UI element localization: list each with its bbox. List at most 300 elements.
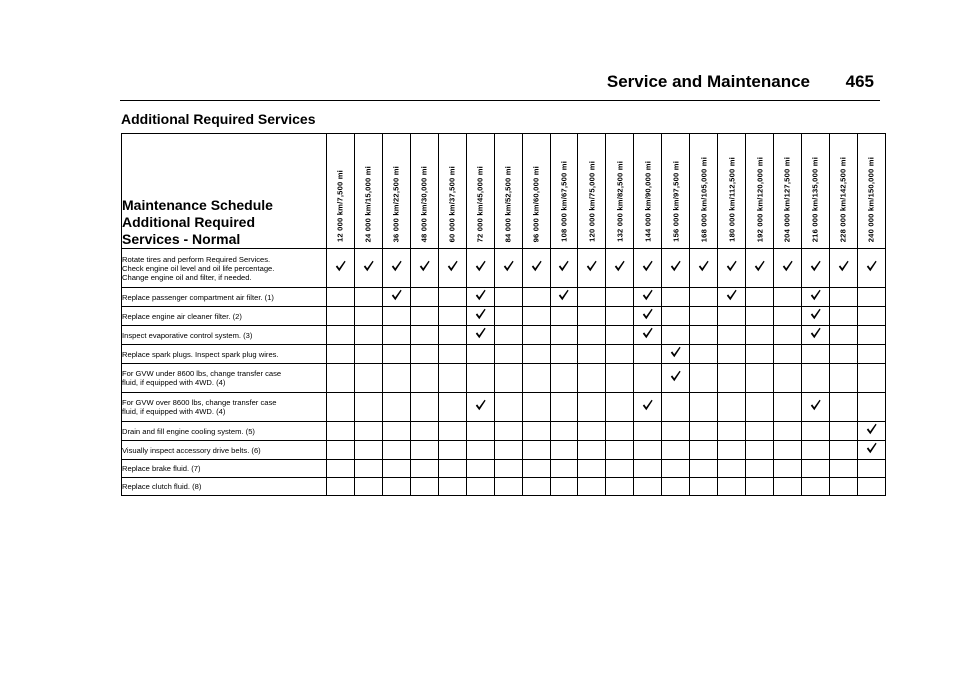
interval-label: 120 000 km/75,000 mi [587, 161, 597, 242]
schedule-cell [662, 460, 690, 478]
check-icon [838, 259, 849, 271]
schedule-cell [382, 393, 410, 422]
schedule-cell [438, 326, 466, 345]
interval-column-header [801, 134, 829, 249]
schedule-cell [382, 460, 410, 478]
schedule-cell [690, 326, 718, 345]
schedule-cell [690, 393, 718, 422]
schedule-cell [410, 288, 438, 307]
table-row [122, 249, 886, 288]
schedule-cell [746, 249, 774, 288]
schedule-cell [522, 393, 550, 422]
check-icon [642, 398, 653, 410]
schedule-cell [354, 307, 382, 326]
schedule-cell [746, 393, 774, 422]
schedule-cell [774, 288, 802, 307]
schedule-cell [857, 249, 885, 288]
schedule-cell [857, 307, 885, 326]
schedule-cell [690, 345, 718, 364]
check-icon [642, 307, 653, 319]
schedule-cell [606, 364, 634, 393]
corner-title-line: Services - Normal [122, 231, 241, 247]
check-icon [419, 259, 430, 271]
schedule-cell [606, 249, 634, 288]
schedule-cell [718, 422, 746, 441]
schedule-cell [466, 422, 494, 441]
check-icon [670, 259, 681, 271]
schedule-cell [634, 422, 662, 441]
schedule-cell [438, 460, 466, 478]
schedule-cell [410, 393, 438, 422]
service-description-line: Replace passenger compartment air filter. (1) [122, 292, 274, 302]
interval-label: 84 000 km/52,500 mi [503, 165, 513, 242]
service-description-line: Replace clutch fluid. (8) [122, 482, 202, 491]
schedule-cell [718, 326, 746, 345]
interval-column-header [829, 134, 857, 249]
schedule-cell [774, 307, 802, 326]
table-row [122, 364, 886, 393]
schedule-cell [382, 326, 410, 345]
schedule-cell [550, 288, 578, 307]
schedule-cell [718, 460, 746, 478]
schedule-cell [634, 441, 662, 460]
schedule-cell [354, 478, 382, 496]
interval-label: 108 000 km/67,500 mi [559, 161, 569, 242]
table-row [122, 393, 886, 422]
interval-column-header [522, 134, 550, 249]
interval-column-header [354, 134, 382, 249]
schedule-cell [829, 345, 857, 364]
check-icon [810, 398, 821, 410]
schedule-cell [382, 364, 410, 393]
schedule-cell [522, 441, 550, 460]
schedule-cell [466, 441, 494, 460]
schedule-cell [327, 478, 355, 496]
schedule-cell [494, 422, 522, 441]
schedule-cell [522, 345, 550, 364]
schedule-cell [746, 288, 774, 307]
interval-column-header [662, 134, 690, 249]
check-icon [391, 288, 402, 300]
interval-label: 216 000 km/135,000 mi [810, 156, 820, 242]
schedule-cell [494, 393, 522, 422]
schedule-cell [718, 441, 746, 460]
service-description [122, 326, 327, 345]
schedule-cell [578, 364, 606, 393]
schedule-cell [466, 393, 494, 422]
schedule-cell [354, 326, 382, 345]
schedule-cell [718, 288, 746, 307]
schedule-cell [578, 478, 606, 496]
interval-column-header [634, 134, 662, 249]
service-description-line: For GVW over 8600 lbs, change transfer case [122, 398, 277, 407]
schedule-cell [438, 307, 466, 326]
schedule-cell [466, 478, 494, 496]
corner-title-line: Maintenance Schedule [122, 197, 273, 213]
schedule-cell [466, 460, 494, 478]
schedule-cell [801, 288, 829, 307]
schedule-cell [662, 422, 690, 441]
schedule-cell [662, 326, 690, 345]
table-header-row [122, 134, 886, 249]
schedule-cell [774, 345, 802, 364]
schedule-cell [801, 422, 829, 441]
schedule-cell [466, 307, 494, 326]
schedule-cell [494, 441, 522, 460]
service-description-line: Check engine oil level and oil life percentage. [122, 263, 275, 273]
check-icon [754, 259, 765, 271]
schedule-cell [606, 288, 634, 307]
check-icon [810, 307, 821, 319]
check-icon [670, 369, 681, 381]
interval-label: 168 000 km/105,000 mi [699, 156, 709, 242]
service-description [122, 345, 327, 364]
schedule-cell [578, 288, 606, 307]
check-icon [866, 259, 877, 271]
schedule-cell [606, 326, 634, 345]
table-row [122, 422, 886, 441]
schedule-cell [578, 460, 606, 478]
check-icon [475, 307, 486, 319]
interval-column-header [606, 134, 634, 249]
schedule-cell [634, 393, 662, 422]
schedule-cell [829, 249, 857, 288]
schedule-cell [550, 478, 578, 496]
interval-column-header [690, 134, 718, 249]
schedule-cell [606, 393, 634, 422]
interval-column-header [857, 134, 885, 249]
schedule-cell [829, 326, 857, 345]
interval-column-header [578, 134, 606, 249]
service-description [122, 364, 327, 393]
schedule-cell [634, 478, 662, 496]
interval-label: 144 000 km/90,000 mi [643, 161, 653, 242]
schedule-cell [774, 249, 802, 288]
schedule-cell [606, 460, 634, 478]
schedule-cell [354, 288, 382, 307]
service-description-line: Change engine oil and filter, if needed. [122, 272, 252, 282]
schedule-cell [382, 422, 410, 441]
schedule-cell [466, 345, 494, 364]
interval-column-header [550, 134, 578, 249]
header-title: Service and Maintenance [606, 72, 810, 91]
schedule-cell [494, 364, 522, 393]
schedule-cell [690, 478, 718, 496]
service-description-line: Inspect evaporative control system. (3) [122, 330, 253, 340]
schedule-cell [578, 249, 606, 288]
interval-label: 240 000 km/150,000 mi [866, 156, 876, 242]
schedule-cell [829, 393, 857, 422]
schedule-cell [634, 345, 662, 364]
schedule-cell [550, 364, 578, 393]
schedule-cell [801, 460, 829, 478]
schedule-cell [410, 478, 438, 496]
service-description-line: For GVW under 8600 lbs, change transfer case [122, 369, 282, 378]
table-row [122, 460, 886, 478]
service-description-line: Replace spark plugs. Inspect spark plug wires. [122, 349, 279, 359]
schedule-cell [466, 364, 494, 393]
schedule-cell [354, 345, 382, 364]
table-row [122, 307, 886, 326]
schedule-cell [327, 307, 355, 326]
schedule-cell [690, 460, 718, 478]
schedule-cell [410, 364, 438, 393]
schedule-cell [746, 441, 774, 460]
schedule-cell [634, 326, 662, 345]
interval-column-header [410, 134, 438, 249]
schedule-cell [410, 460, 438, 478]
schedule-cell [829, 364, 857, 393]
schedule-cell [438, 393, 466, 422]
schedule-cell [522, 307, 550, 326]
schedule-cell [327, 249, 355, 288]
schedule-cell [522, 364, 550, 393]
check-icon [475, 288, 486, 300]
interval-label: 204 000 km/127,500 mi [782, 156, 792, 242]
schedule-cell [578, 441, 606, 460]
schedule-cell [327, 441, 355, 460]
check-icon [586, 259, 597, 271]
schedule-cell [494, 478, 522, 496]
schedule-cell [634, 307, 662, 326]
schedule-cell [690, 422, 718, 441]
table-row [122, 288, 886, 307]
schedule-cell [634, 460, 662, 478]
schedule-cell [327, 460, 355, 478]
schedule-cell [774, 364, 802, 393]
schedule-cell [327, 364, 355, 393]
service-description-line: fluid, if equipped with 4WD. (4) [122, 378, 226, 387]
service-description-line: Drain and fill engine cooling system. (5) [122, 426, 255, 436]
service-description [122, 422, 327, 441]
schedule-cell [746, 307, 774, 326]
schedule-cell [466, 288, 494, 307]
schedule-cell [466, 326, 494, 345]
schedule-cell [662, 364, 690, 393]
service-description-line: Replace engine air cleaner filter. (2) [122, 311, 242, 321]
schedule-cell [634, 249, 662, 288]
check-icon [363, 259, 374, 271]
check-icon [642, 259, 653, 271]
schedule-cell [774, 326, 802, 345]
schedule-cell [801, 307, 829, 326]
check-icon [782, 259, 793, 271]
schedule-cell [522, 478, 550, 496]
schedule-cell [801, 326, 829, 345]
schedule-cell [354, 460, 382, 478]
schedule-cell [494, 307, 522, 326]
check-icon [810, 259, 821, 271]
schedule-cell [522, 288, 550, 307]
schedule-cell [634, 288, 662, 307]
schedule-cell [578, 307, 606, 326]
schedule-cell [857, 478, 885, 496]
schedule-cell [550, 249, 578, 288]
schedule-cell [382, 307, 410, 326]
schedule-cell [438, 364, 466, 393]
schedule-cell [857, 460, 885, 478]
schedule-cell [494, 345, 522, 364]
schedule-cell [746, 460, 774, 478]
schedule-cell [857, 441, 885, 460]
schedule-cell [466, 249, 494, 288]
interval-label: 96 000 km/60,000 mi [531, 165, 541, 242]
check-icon [642, 288, 653, 300]
schedule-cell [327, 288, 355, 307]
schedule-cell [829, 422, 857, 441]
schedule-cell [801, 364, 829, 393]
schedule-cell [662, 478, 690, 496]
schedule-cell [327, 345, 355, 364]
schedule-cell [718, 364, 746, 393]
table-row [122, 326, 886, 345]
table-row [122, 441, 886, 460]
schedule-cell [746, 478, 774, 496]
schedule-cell [494, 460, 522, 478]
schedule-cell [662, 307, 690, 326]
maintenance-schedule-table [121, 133, 886, 496]
interval-label: 12 000 km/7,500 mi [335, 170, 345, 242]
schedule-cell [634, 364, 662, 393]
schedule-cell [662, 288, 690, 307]
schedule-cell [438, 288, 466, 307]
check-icon [614, 259, 625, 271]
schedule-cell [327, 422, 355, 441]
schedule-cell [354, 364, 382, 393]
schedule-cell [354, 393, 382, 422]
check-icon [642, 326, 653, 338]
schedule-cell [829, 460, 857, 478]
schedule-cell [718, 307, 746, 326]
service-description-line: Visually inspect accessory drive belts. (6) [122, 445, 261, 455]
schedule-cell [857, 345, 885, 364]
interval-label: 36 000 km/22,500 mi [391, 165, 401, 242]
interval-label: 228 000 km/142,500 mi [838, 156, 848, 242]
table-row [122, 345, 886, 364]
schedule-cell [662, 249, 690, 288]
schedule-cell [718, 478, 746, 496]
interval-label: 48 000 km/30,000 mi [419, 165, 429, 242]
schedule-cell [801, 345, 829, 364]
schedule-cell [382, 478, 410, 496]
schedule-cell [550, 441, 578, 460]
interval-label: 24 000 km/15,000 mi [363, 165, 373, 242]
check-icon [475, 259, 486, 271]
schedule-cell [857, 326, 885, 345]
schedule-cell [718, 345, 746, 364]
schedule-cell [438, 441, 466, 460]
service-description [122, 249, 327, 288]
page-header [120, 70, 880, 101]
interval-column-header [438, 134, 466, 249]
schedule-cell [354, 441, 382, 460]
schedule-cell [774, 422, 802, 441]
service-description-line: fluid, if equipped with 4WD. (4) [122, 407, 226, 416]
schedule-cell [829, 441, 857, 460]
schedule-cell [606, 478, 634, 496]
interval-label: 156 000 km/97,500 mi [671, 161, 681, 242]
schedule-cell [801, 393, 829, 422]
interval-label: 60 000 km/37,500 mi [447, 165, 457, 242]
check-icon [558, 259, 569, 271]
schedule-cell [857, 364, 885, 393]
schedule-cell [690, 364, 718, 393]
schedule-cell [857, 288, 885, 307]
service-description-line: Rotate tires and perform Required Services. [122, 254, 271, 264]
interval-column-header [327, 134, 355, 249]
schedule-cell [662, 441, 690, 460]
schedule-cell [774, 393, 802, 422]
check-icon [531, 259, 542, 271]
schedule-cell [410, 441, 438, 460]
schedule-cell [550, 460, 578, 478]
interval-label: 180 000 km/112,500 mi [727, 157, 737, 242]
corner-title-line: Additional Required [122, 214, 255, 230]
schedule-cell [662, 345, 690, 364]
schedule-cell [746, 422, 774, 441]
check-icon [475, 398, 486, 410]
schedule-cell [690, 288, 718, 307]
schedule-cell [690, 441, 718, 460]
schedule-cell [718, 249, 746, 288]
schedule-cell [690, 307, 718, 326]
schedule-cell [410, 326, 438, 345]
schedule-cell [550, 393, 578, 422]
schedule-cell [578, 393, 606, 422]
schedule-cell [494, 326, 522, 345]
check-icon [726, 288, 737, 300]
service-description-line: Replace brake fluid. (7) [122, 464, 201, 473]
check-icon [810, 288, 821, 300]
schedule-cell [382, 288, 410, 307]
schedule-cell [606, 345, 634, 364]
schedule-cell [829, 288, 857, 307]
schedule-cell [857, 393, 885, 422]
schedule-cell [522, 460, 550, 478]
check-icon [670, 345, 681, 357]
check-icon [558, 288, 569, 300]
schedule-cell [382, 345, 410, 364]
interval-column-header [746, 134, 774, 249]
interval-label: 132 000 km/82,500 mi [615, 161, 625, 242]
schedule-cell [354, 422, 382, 441]
schedule-cell [438, 345, 466, 364]
schedule-cell [354, 249, 382, 288]
schedule-cell [522, 249, 550, 288]
schedule-cell [410, 345, 438, 364]
schedule-cell [829, 307, 857, 326]
schedule-cell [801, 441, 829, 460]
interval-label: 72 000 km/45,000 mi [475, 165, 485, 242]
schedule-cell [382, 441, 410, 460]
check-icon [503, 259, 514, 271]
schedule-cell [438, 422, 466, 441]
schedule-cell [410, 249, 438, 288]
schedule-cell [774, 441, 802, 460]
schedule-cell [746, 364, 774, 393]
interval-label: 192 000 km/120,000 mi [755, 156, 765, 242]
schedule-cell [438, 478, 466, 496]
schedule-cell [438, 249, 466, 288]
schedule-cell [829, 478, 857, 496]
service-description [122, 460, 327, 478]
schedule-cell [746, 326, 774, 345]
check-icon [698, 259, 709, 271]
page-number: 465 [845, 72, 874, 91]
interval-column-header [382, 134, 410, 249]
schedule-cell [550, 326, 578, 345]
schedule-cell [550, 422, 578, 441]
